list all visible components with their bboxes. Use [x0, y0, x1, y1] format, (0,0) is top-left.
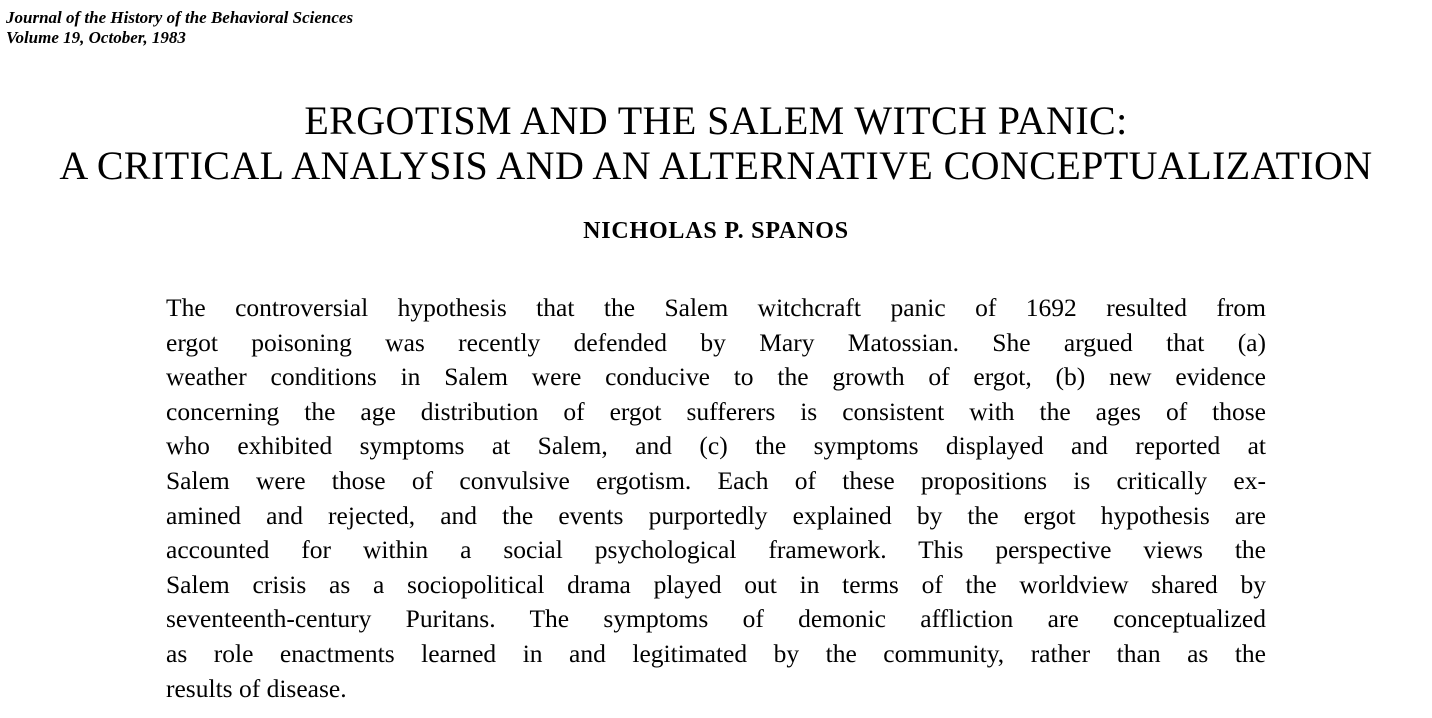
abstract-line: seventeenth-century Puritans. The symptoms of demonic affliction are conceptualized — [166, 604, 1266, 634]
title-line-1: ERGOTISM AND THE SALEM WITCH PANIC: — [304, 98, 1128, 143]
journal-header — [6, 8, 353, 48]
abstract-line: concerning the age distribution of ergot sufferers is consistent with the ages of those — [166, 396, 1266, 426]
journal-name: Journal of the History of the Behavioral Sciences — [6, 8, 354, 27]
abstract-line: Salem crisis as a sociopolitical drama played out in terms of the worldview shared by — [166, 569, 1266, 599]
abstract-line: The controversial hypothesis that the Salem witchcraft panic of 1692 resulted from — [166, 293, 1266, 322]
author-name: NICHOLAS P. SPANOS — [583, 218, 849, 244]
abstract-line: ergot poisoning was recently defended by Mary Matossian. She argued that (a) — [166, 327, 1266, 357]
abstract-line: Salem were those of convulsive ergotism. Each of these propositions is critically ex- — [166, 465, 1266, 495]
abstract-line: as role enactments learned in and legitimated by the community, rather than as the — [166, 638, 1266, 668]
abstract-line: amined and rejected, and the events purportedly explained by the ergot hypothesis are — [166, 500, 1266, 530]
title-line-2: A CRITICAL ANALYSIS AND AN ALTERNATIVE CONCEPTUALIZATION — [59, 143, 1373, 188]
abstract-line: results of disease. — [166, 673, 347, 703]
abstract-line: accounted for within a social psychological framework. This perspective views the — [166, 535, 1266, 565]
paper-title — [0, 98, 1432, 188]
abstract-line: weather conditions in Salem were conducive to the growth of ergot, (b) new evidence — [166, 362, 1266, 392]
abstract — [166, 291, 1266, 706]
journal-volume: Volume 19, October, 1983 — [6, 28, 186, 47]
abstract-line: who exhibited symptoms at Salem, and (c) the symptoms displayed and reported at — [166, 431, 1266, 461]
